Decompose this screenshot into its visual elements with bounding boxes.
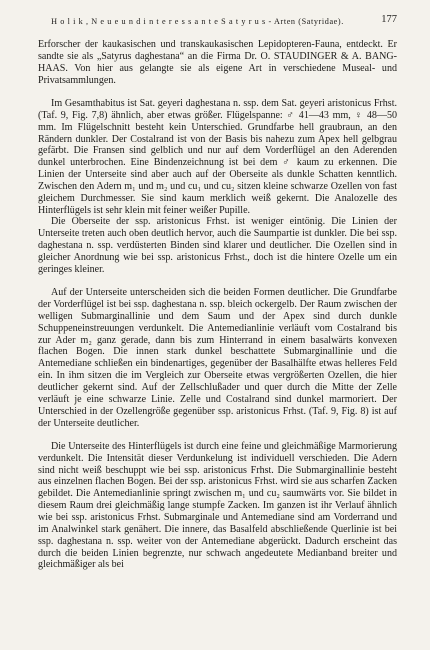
paragraph-habitus: Im Gesamthabitus ist Sat. geyeri daghestana n. ssp. dem Sat. geyeri aristonicus Frhst. (Taf. 9, Fig. 7,8) ähnlich, aber etwas größer. Flügelspanne: ♂ 41—43 mm, ♀ 48—50 mm. Im Flügelschnitt besteht kein Unterschied. Grundfarbe hell graubraun, an den Rändern dunkler. Der Costalrand ist von der Basis bis nahezu zum Apex hell gelbgrau gefärbt. Die Fransen sind gelblich und nur auf dem Vorderflügel an den Aderenden dunkel unterbrochen. Eine Bindenzeichnung ist bei dem ♂ kaum zu erkennen. Die Linien der Unterseite sind aber auch auf der Oberseite als dunkle Schatten kenntlich. Zwischen den Adern m₁ und m₂ und cu₁ und cu₂ sitzen kleine schwarze Ozellen von fast gleichem Durchmesser. Sie sind kaum merklich weiß gekernt. Die Analozelle des Hinterflügels ist sehr klein mit feiner weißer Pupille. bbox=[38, 97, 397, 216]
page-number: 177 bbox=[381, 14, 397, 25]
paragraph-underside-forewing: Auf der Unterseite unterscheiden sich die beiden Formen deutlicher. Die Grundfarbe der Vorderflügel ist bei ssp. daghestana n. ssp. bleich ockergelb. Der Raum zwischen der welligen Submarginallinie und dem Saum und der Apex sind durch dunkle Schuppeneinstreuungen verdunkelt. Die Antemedianlinie verläuft vom Costalrand bis zur Ader m₂ ganz gerade, dann bis zum Hinterrand in einem basalwärts konvexen flachen Bogen. Die innen stark dunkel beschattete Submarginallinie und die Antemediane schließen ein bindenartiges, gegenüber der Basalhälfte etwas helleres Feld ein. In ihm sitzen die im Vergleich zur Oberseite etwas vergrößerten Ozellen, die hier deutlicher gekernt sind. Auf der Zellschlußader und quer durch die Mitte der Zelle verläuft je eine schwarze Linie. Zelle und Costalrand sind dunkel marmoriert. Der Unterschied in der Ozellengröße gegenüber ssp. aristonicus Frhst. (Taf. 9, Fig. 8) ist auf der Unterseite deutlicher. bbox=[38, 287, 397, 429]
paragraph-underside-hindwing: Die Unterseite des Hinterflügels ist durch eine feine und gleichmäßige Marmorierung verdunkelt. Die Intensität dieser Verdunkelung ist individuell verschieden. Die Adern sind nicht weiß beschuppt wie bei ssp. aristonicus Frhst. Die Submarginallinie besteht aus einzelnen flachen Bogen. Bei der ssp. aristonicus Frhst. wird sie aus scharfen Zacken gebildet. Die Antemedianlinie springt zwischen m₁ und cu₂ saumwärts vor. Sie bildet in diesem Raum drei gleichmäßig lange stumpfe Zacken. Im ganzen ist ihr Verlauf ähnlich wie bei ssp. aristonicus Frhst. Submarginale und Antemediane sind am Vorderrand und im Analwinkel stark genähert. Die innere, das Basalfeld abschließende Querlinie ist bei ssp. daghestana n. ssp. weiter von der Antemediane abgerückt. Dadurch erscheint das durch die beiden Linien begrenzte, nur schwach angedeutete Medianband breiter und gleichmäßiger als bei bbox=[38, 440, 397, 571]
page-header bbox=[38, 14, 397, 32]
paragraph-continuation: Erforscher der kaukasischen und transkaukasischen Lepidopteren-Fauna, entdeckt. Er sandte sie als „Satyrus daghestana“ an die Firma Dr. O. STAUDINGER & A. BANG-HAAS. Von hier aus gelangte sie als eigene Art in verschiedene Museal- und Privatsammlungen. bbox=[38, 39, 397, 86]
running-title: H o l i k , N e u e u n d i n t e r e s s a n t e S a t y r u s - Arten (Satyridae). bbox=[51, 17, 344, 26]
page-body bbox=[38, 39, 397, 571]
paragraph-upperside-aristonicus: Die Oberseite der ssp. aristonicus Frhst. ist weniger eintönig. Die Linien der Unterseite treten auch oben deutlich hervor, auch die Saumpartie ist dunkler. Die bei ssp. daghestana n. ssp. verdüsterten Binden sind klarer und deutlicher. Die Ozellen sind in gleicher Anordnung wie bei ssp. aristonicus Frhst., doch ist die hintere Ozelle um ein geringes kleiner. bbox=[38, 216, 397, 275]
